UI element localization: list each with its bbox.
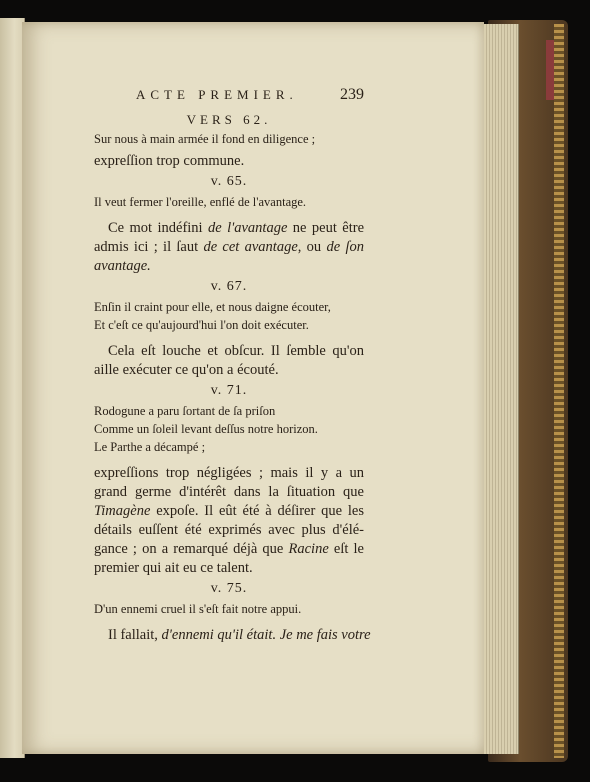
- page-text: [94, 86, 371, 645]
- commentary: avantage.: [94, 258, 151, 274]
- commentary: Cela eſt louche et obſcur. Il ſemble qu'on: [108, 343, 364, 359]
- verse-quote: Enſin il craint pour elle, et nous daigne écouter,: [94, 300, 331, 314]
- verse-heading: v. 75.: [210, 581, 248, 596]
- running-head: ACTE PREMIER.: [136, 87, 298, 102]
- commentary: expreſſions trop négligées ; mais il y a un: [94, 465, 364, 481]
- running-header: [136, 86, 364, 106]
- verse-quote: Et c'eſt ce qu'aujourd'hui l'on doit exécuter.: [94, 318, 309, 332]
- commentary: grand germe d'intérêt dans la ſituation que: [94, 484, 364, 500]
- gilt-border: [554, 24, 564, 758]
- commentary: premier qui ait eu ce talent.: [94, 560, 253, 576]
- commentary: Timagène expoſe. Il eût été à déſirer que les: [94, 503, 364, 519]
- commentary: détails euſſent été exprimés avec plus d'élé-: [94, 522, 364, 538]
- verse-quote: Il veut fermer l'oreille, enflé de l'avantage.: [94, 195, 307, 209]
- verse-heading: v. 67.: [210, 279, 248, 294]
- verse-quote: D'un ennemi cruel il s'eſt fait notre appui.: [94, 602, 302, 616]
- commentary: aille exécuter ce qu'on a écouté.: [94, 362, 279, 378]
- verse-heading: v. 65.: [210, 174, 248, 189]
- commentary: gance ; on a remarqué déjà que Racine eſt le: [94, 541, 364, 557]
- verse-heading: VERS 62.: [186, 112, 272, 127]
- verse-quote: Rodogune a paru ſortant de ſa priſon: [94, 404, 276, 418]
- verse-quote: Comme un ſoleil levant deſſus notre horizon.: [94, 422, 318, 436]
- commentary: Il fallait, d'ennemi qu'il était. Je me fais votre: [108, 627, 371, 643]
- verse-heading: v. 71.: [210, 383, 248, 398]
- commentary: Ce mot indéfini de l'avantage ne peut être: [108, 220, 365, 236]
- page-edges: [478, 24, 519, 754]
- verse-quote: Le Parthe a décampé ;: [94, 440, 206, 454]
- verse-quote: Sur nous à main armée il fond en diligence ;: [94, 132, 316, 146]
- page-number: 239: [340, 86, 364, 103]
- endpaper: [546, 40, 554, 100]
- commentary: expreſſion trop commune.: [94, 153, 245, 169]
- commentary: admis ici ; il ſaut de cet avantage, ou de ſon: [94, 239, 364, 255]
